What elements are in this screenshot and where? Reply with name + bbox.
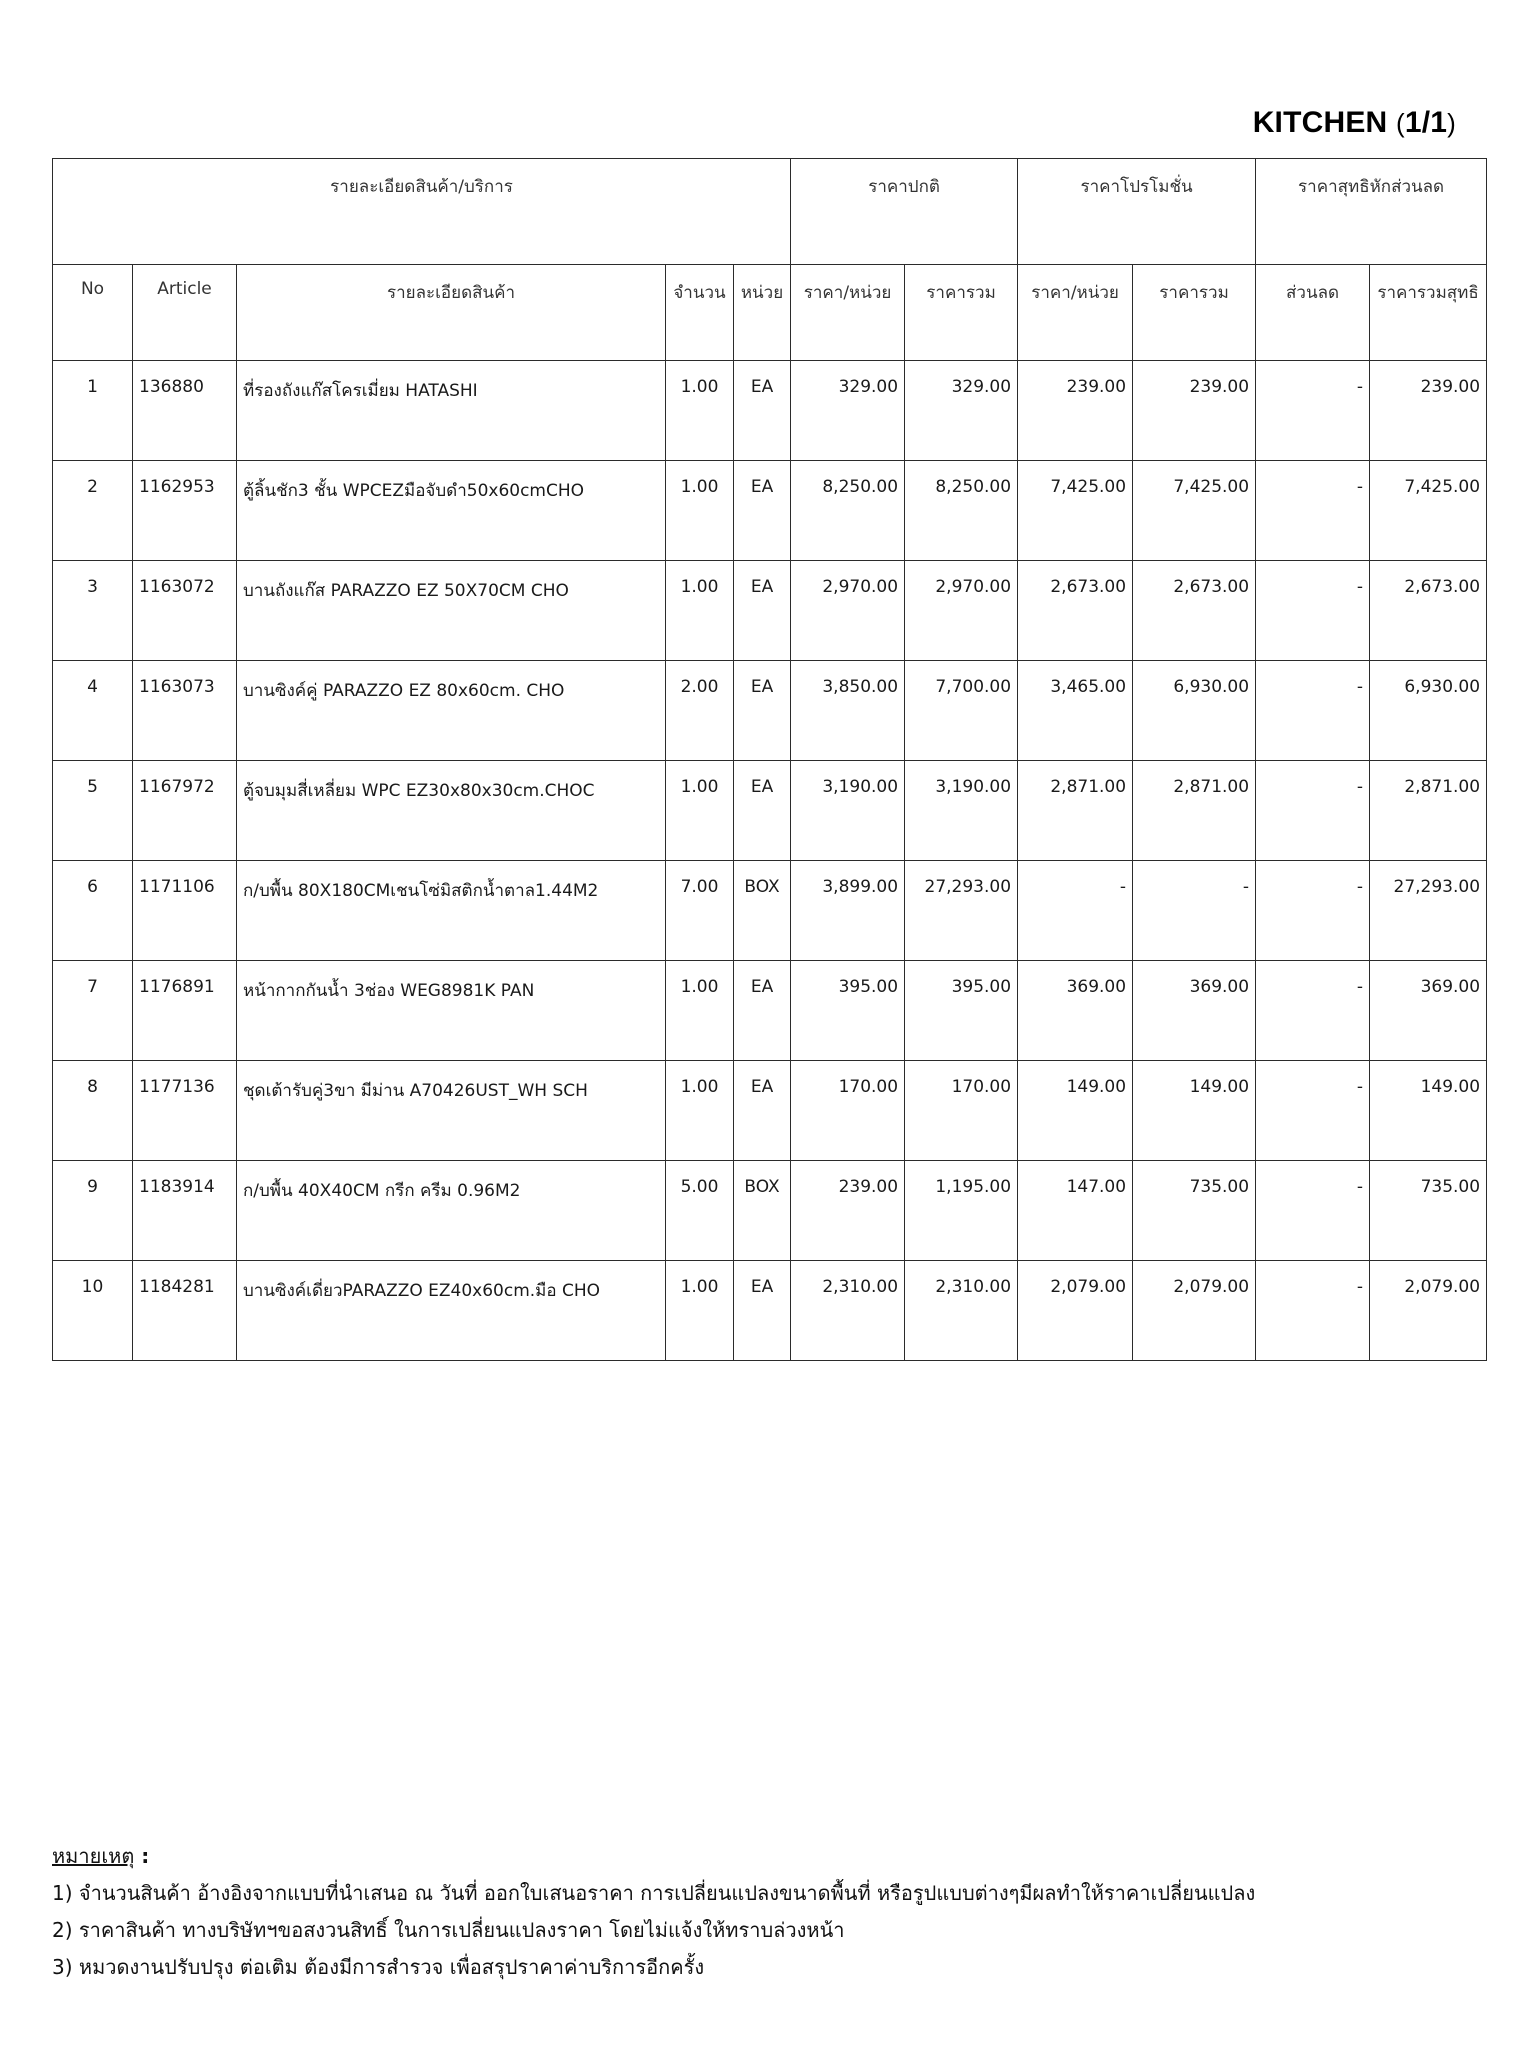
note-item-1: 1) จำนวนสินค้า อ้างอิงจากแบบที่นำเสนอ ณ วันที่ ออกใบเสนอราคา การเปลี่ยนแปลงขนาดพื้นที่ หรือรูปแบบต่างๆมีผลทำให้ราคาเปลี่ยนแปลง [52, 1881, 1256, 1905]
cell-net-total: 2,673.00 [1370, 561, 1487, 661]
cell-no: 10 [53, 1261, 133, 1361]
col-header-total: ราคารวม [905, 265, 1018, 361]
group-header-row [53, 159, 1487, 265]
cell-description: ชุดเต้ารับคู่3ขา มีม่าน A70426UST_WH SCH [237, 1061, 666, 1161]
cell-no: 8 [53, 1061, 133, 1161]
cell-qty: 2.00 [666, 661, 734, 761]
table-row [53, 1261, 1487, 1361]
cell-unit-price: 329.00 [791, 361, 905, 461]
col-header-unit-price: ราคา/หน่วย [791, 265, 905, 361]
group-header-normal-price: ราคาปกติ [791, 159, 1018, 265]
cell-qty: 1.00 [666, 361, 734, 461]
cell-promo-unit-price: 3,465.00 [1018, 661, 1133, 761]
page-title [1253, 106, 1456, 140]
cell-discount: - [1256, 1061, 1370, 1161]
column-header-row [53, 265, 1487, 361]
table-row [53, 461, 1487, 561]
cell-net-total: 239.00 [1370, 361, 1487, 461]
cell-qty: 1.00 [666, 761, 734, 861]
cell-promo-total: 2,079.00 [1133, 1261, 1256, 1361]
cell-unit: BOX [734, 861, 791, 961]
cell-article: 136880 [133, 361, 237, 461]
cell-total: 329.00 [905, 361, 1018, 461]
col-header-discount: ส่วนลด [1256, 265, 1370, 361]
cell-unit: EA [734, 561, 791, 661]
cell-promo-unit-price: 149.00 [1018, 1061, 1133, 1161]
table-row [53, 1061, 1487, 1161]
cell-total: 1,195.00 [905, 1161, 1018, 1261]
notes-heading [52, 1838, 1255, 1875]
cell-no: 2 [53, 461, 133, 561]
title-page: 1/1 [1404, 106, 1448, 139]
cell-qty: 1.00 [666, 1261, 734, 1361]
cell-total: 7,700.00 [905, 661, 1018, 761]
cell-discount: - [1256, 761, 1370, 861]
cell-total: 2,970.00 [905, 561, 1018, 661]
cell-qty: 1.00 [666, 961, 734, 1061]
cell-promo-unit-price: 2,673.00 [1018, 561, 1133, 661]
cell-promo-total: 7,425.00 [1133, 461, 1256, 561]
cell-promo-total: 369.00 [1133, 961, 1256, 1061]
cell-qty: 7.00 [666, 861, 734, 961]
cell-net-total: 6,930.00 [1370, 661, 1487, 761]
cell-promo-total: 735.00 [1133, 1161, 1256, 1261]
cell-promo-unit-price: 7,425.00 [1018, 461, 1133, 561]
note-item-2: 2) ราคาสินค้า ทางบริษัทฯขอสงวนสิทธิ์ ในการเปลี่ยนแปลงราคา โดยไม่แจ้งให้ทราบล่วงหน้า [52, 1918, 845, 1942]
col-header-unit: หน่วย [734, 265, 791, 361]
cell-unit-price: 3,190.00 [791, 761, 905, 861]
cell-qty: 5.00 [666, 1161, 734, 1261]
cell-article: 1177136 [133, 1061, 237, 1161]
cell-discount: - [1256, 661, 1370, 761]
cell-unit: EA [734, 761, 791, 861]
cell-unit: EA [734, 1261, 791, 1361]
cell-unit-price: 170.00 [791, 1061, 905, 1161]
cell-discount: - [1256, 1261, 1370, 1361]
cell-description: ก/บพื้น 40X40CM กรีก ครีม 0.96M2 [237, 1161, 666, 1261]
notes-colon: : [134, 1844, 150, 1868]
cell-promo-total: 2,673.00 [1133, 561, 1256, 661]
col-header-no: No [53, 265, 133, 361]
title-paren-close: ) [1447, 108, 1456, 138]
cell-article: 1162953 [133, 461, 237, 561]
cell-article: 1183914 [133, 1161, 237, 1261]
cell-promo-unit-price: - [1018, 861, 1133, 961]
cell-no: 6 [53, 861, 133, 961]
cell-unit-price: 239.00 [791, 1161, 905, 1261]
quotation-table [52, 158, 1487, 1361]
cell-description: ที่รองถังแก๊สโครเมี่ยม HATASHI [237, 361, 666, 461]
cell-article: 1171106 [133, 861, 237, 961]
cell-total: 170.00 [905, 1061, 1018, 1161]
cell-unit: BOX [734, 1161, 791, 1261]
cell-unit-price: 3,899.00 [791, 861, 905, 961]
cell-article: 1184281 [133, 1261, 237, 1361]
notes-section [52, 1838, 1255, 1986]
table-row [53, 361, 1487, 461]
cell-total: 3,190.00 [905, 761, 1018, 861]
cell-net-total: 149.00 [1370, 1061, 1487, 1161]
cell-net-total: 27,293.00 [1370, 861, 1487, 961]
cell-discount: - [1256, 361, 1370, 461]
cell-unit-price: 8,250.00 [791, 461, 905, 561]
cell-article: 1163072 [133, 561, 237, 661]
note-item-3: 3) หมวดงานปรับปรุง ต่อเติม ต้องมีการสำรวจ เพื่อสรุปราคาค่าบริการอีกครั้ง [52, 1955, 705, 1979]
cell-qty: 1.00 [666, 561, 734, 661]
cell-discount: - [1256, 1161, 1370, 1261]
cell-unit: EA [734, 1061, 791, 1161]
cell-net-total: 2,871.00 [1370, 761, 1487, 861]
cell-promo-total: 2,871.00 [1133, 761, 1256, 861]
col-header-promo-total: ราคารวม [1133, 265, 1256, 361]
cell-qty: 1.00 [666, 461, 734, 561]
cell-description: บานซิงค์คู่ PARAZZO EZ 80x60cm. CHO [237, 661, 666, 761]
col-header-net-total: ราคารวมสุทธิ [1370, 265, 1487, 361]
cell-no: 4 [53, 661, 133, 761]
cell-no: 1 [53, 361, 133, 461]
cell-discount: - [1256, 461, 1370, 561]
cell-total: 8,250.00 [905, 461, 1018, 561]
cell-net-total: 735.00 [1370, 1161, 1487, 1261]
title-paren-open: ( [1395, 108, 1405, 138]
cell-promo-unit-price: 239.00 [1018, 361, 1133, 461]
cell-description: ก/บพื้น 80X180CMเชนโซ่มิสติกน้ำตาล1.44M2 [237, 861, 666, 961]
cell-promo-total: 239.00 [1133, 361, 1256, 461]
cell-no: 9 [53, 1161, 133, 1261]
cell-unit-price: 395.00 [791, 961, 905, 1061]
cell-promo-unit-price: 147.00 [1018, 1161, 1133, 1261]
cell-unit: EA [734, 461, 791, 561]
table-row [53, 1161, 1487, 1261]
cell-net-total: 369.00 [1370, 961, 1487, 1061]
cell-description: บานซิงค์เดี่ยวPARAZZO EZ40x60cm.มือ CHO [237, 1261, 666, 1361]
title-main: KITCHEN [1252, 106, 1388, 139]
cell-description: บานถังแก๊ส PARAZZO EZ 50X70CM CHO [237, 561, 666, 661]
cell-discount: - [1256, 561, 1370, 661]
cell-unit-price: 3,850.00 [791, 661, 905, 761]
table-row [53, 861, 1487, 961]
cell-net-total: 7,425.00 [1370, 461, 1487, 561]
cell-no: 3 [53, 561, 133, 661]
table-row [53, 761, 1487, 861]
table-row [53, 961, 1487, 1061]
cell-no: 7 [53, 961, 133, 1061]
cell-promo-total: 6,930.00 [1133, 661, 1256, 761]
cell-promo-unit-price: 369.00 [1018, 961, 1133, 1061]
col-header-article: Article [133, 265, 237, 361]
cell-article: 1167972 [133, 761, 237, 861]
cell-unit: EA [734, 661, 791, 761]
cell-qty: 1.00 [666, 1061, 734, 1161]
cell-net-total: 2,079.00 [1370, 1261, 1487, 1361]
cell-description: ตู้ลิ้นชัก3 ชั้น WPCEZมือจับดำ50x60cmCHO [237, 461, 666, 561]
group-header-net-price: ราคาสุทธิหักส่วนลด [1256, 159, 1487, 265]
cell-promo-unit-price: 2,079.00 [1018, 1261, 1133, 1361]
cell-unit: EA [734, 361, 791, 461]
cell-total: 395.00 [905, 961, 1018, 1061]
col-header-qty: จำนวน [666, 265, 734, 361]
cell-unit-price: 2,970.00 [791, 561, 905, 661]
cell-total: 27,293.00 [905, 861, 1018, 961]
group-header-details: รายละเอียดสินค้า/บริการ [53, 159, 791, 265]
cell-article: 1163073 [133, 661, 237, 761]
cell-promo-unit-price: 2,871.00 [1018, 761, 1133, 861]
cell-promo-total: 149.00 [1133, 1061, 1256, 1161]
cell-discount: - [1256, 961, 1370, 1061]
table-row [53, 561, 1487, 661]
cell-description: หน้ากากกันน้ำ 3ช่อง WEG8981K PAN [237, 961, 666, 1061]
table-row [53, 661, 1487, 761]
col-header-description: รายละเอียดสินค้า [237, 265, 666, 361]
cell-description: ตู้จบมุมสี่เหลี่ยม WPC EZ30x80x30cm.CHOC [237, 761, 666, 861]
cell-discount: - [1256, 861, 1370, 961]
cell-no: 5 [53, 761, 133, 861]
group-header-promo-price: ราคาโปรโมชั่น [1018, 159, 1256, 265]
cell-unit: EA [734, 961, 791, 1061]
cell-article: 1176891 [133, 961, 237, 1061]
col-header-promo-unit-price: ราคา/หน่วย [1018, 265, 1133, 361]
cell-total: 2,310.00 [905, 1261, 1018, 1361]
cell-promo-total: - [1133, 861, 1256, 961]
notes-title: หมายเหตุ [52, 1844, 135, 1868]
cell-unit-price: 2,310.00 [791, 1261, 905, 1361]
